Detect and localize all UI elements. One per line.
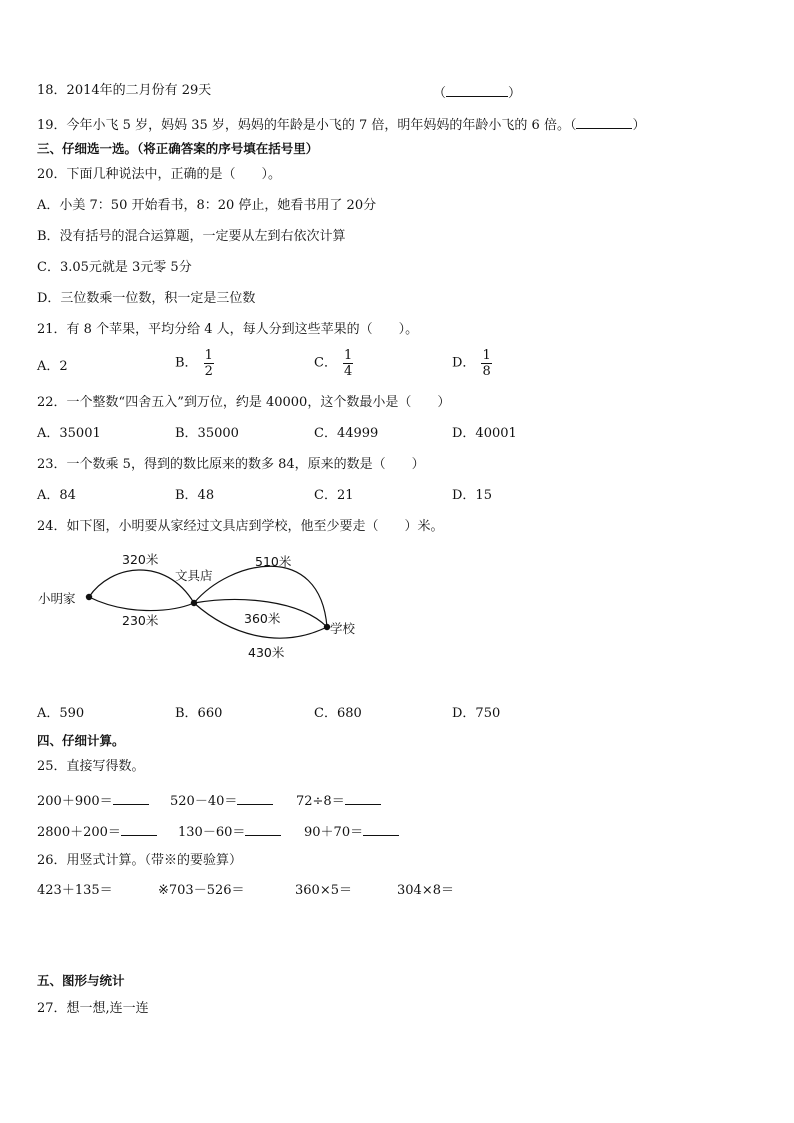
answer-blank[interactable] (576, 114, 632, 129)
home-label: 小明家 (38, 591, 76, 606)
question-20-option-d[interactable]: D．三位数乘一位数，积一定是三位数 (37, 291, 256, 306)
vertical-calc-item: 304×8＝ (397, 883, 454, 898)
question-20-option-c[interactable]: C．3.05元就是 3元零 5分 (37, 260, 192, 275)
question-26-stem: 26．用竖式计算。（带※的要验算） (37, 853, 243, 868)
question-20-option-b[interactable]: B．没有括号的混合运算题，一定要从左到右依次计算 (37, 229, 346, 244)
school-label: 学校 (330, 621, 356, 636)
route-home-store-bottom (89, 597, 194, 611)
distance-label-320: 320米 (122, 552, 159, 567)
vertical-calc-item: 423＋135＝ (37, 883, 113, 898)
question-27-stem: 27．想一想,连一连 (37, 1001, 149, 1016)
question-21-option-b[interactable]: B． $\frac{1}{2}$ (175, 348, 213, 379)
question-20-stem: 20．下面几种说法中，正确的是（ ）。 (37, 167, 282, 182)
answer-blank[interactable] (121, 821, 157, 836)
question-22-stem: 22．一个整数“四舍五入”到万位，约是 40000，这个数最小是（ ） (37, 395, 451, 410)
question-23-option-c[interactable]: C．21 (314, 488, 354, 503)
question-21-option-d[interactable]: D． $\frac{1}{8}$ (452, 348, 491, 379)
question-21-option-c[interactable]: C． $\frac{1}{4}$ (314, 348, 353, 379)
answer-blank[interactable] (113, 790, 149, 805)
distance-label-360: 360米 (244, 611, 281, 626)
question-22-option-a[interactable]: A．35001 (37, 426, 101, 441)
question-24-option-d[interactable]: D．750 (452, 706, 501, 721)
question-19-text: 19．今年小飞 5 岁，妈妈 35 岁，妈妈的年龄是小飞的 7 倍，明年妈妈的年龄小飞的 6 倍。（ (37, 118, 577, 133)
question-21-option-a[interactable]: A．2 (37, 359, 68, 374)
question-22-option-c[interactable]: C．44999 (314, 426, 379, 441)
vertical-calc-item: 360×5＝ (295, 883, 352, 898)
question-18-text: 18．2014年的二月份有 29天 (37, 83, 212, 98)
question-23-stem: 23．一个数乘 5，得到的数比原来的数多 84，原来的数是（ ） (37, 457, 425, 472)
calc-item: 130－60＝ (178, 821, 281, 842)
question-20-option-a[interactable]: A．小美 7：50 开始看书，8：20 停止，她看书用了 20分 (37, 198, 377, 213)
distance-label-430: 430米 (248, 645, 285, 660)
answer-blank[interactable] (446, 82, 508, 97)
answer-blank[interactable] (363, 821, 399, 836)
question-24-option-c[interactable]: C．680 (314, 706, 362, 721)
fraction: $\frac{1}{8}$ (482, 348, 491, 379)
question-21-stem: 21．有 8 个苹果，平均分给 4 人，每人分到这些苹果的（ ）。 (37, 322, 419, 337)
calc-item: 200＋900＝ (37, 790, 149, 811)
distance-label-510: 510米 (255, 554, 292, 569)
question-18 (37, 82, 211, 100)
question-24-option-b[interactable]: B．660 (175, 706, 223, 721)
question-24-option-a[interactable]: A．590 (37, 706, 85, 721)
section-5-heading: 五、图形与统计 (37, 973, 125, 988)
calc-item: 72÷8＝ (296, 790, 381, 811)
store-point (191, 600, 197, 606)
question-22-option-d[interactable]: D．40001 (452, 426, 517, 441)
calc-item: 90＋70＝ (304, 821, 399, 842)
question-19: 19．今年小飞 5 岁，妈妈 35 岁，妈妈的年龄是小飞的 7 倍，明年妈妈的年龄小飞的 6 倍。（ ） (37, 114, 645, 135)
fraction: $\frac{1}{2}$ (204, 348, 213, 379)
fraction: $\frac{1}{4}$ (343, 348, 353, 379)
question-23-option-d[interactable]: D．15 (452, 488, 492, 503)
question-23-option-a[interactable]: A．84 (37, 488, 76, 503)
route-diagram (30, 545, 370, 670)
home-point (86, 594, 92, 600)
question-23-option-b[interactable]: B．48 (175, 488, 215, 503)
question-25-stem: 25．直接写得数。 (37, 759, 145, 774)
section-3-heading: 三、仔细选一选。（将正确答案的序号填在括号里） (37, 141, 319, 156)
question-18-answer: （ ） (433, 82, 521, 103)
calc-item: 2800＋200＝ (37, 821, 157, 842)
vertical-calc-item: ※703－526＝ (158, 883, 245, 898)
calc-item: 520－40＝ (170, 790, 273, 811)
store-label: 文具店 (175, 568, 213, 583)
section-4-heading: 四、仔细计算。 (37, 733, 125, 748)
answer-blank[interactable] (237, 790, 273, 805)
answer-blank[interactable] (245, 821, 281, 836)
question-24-stem: 24．如下图，小明要从家经过文具店到学校，他至少要走（ ）米。 (37, 519, 444, 534)
distance-label-230: 230米 (122, 613, 159, 628)
question-22-option-b[interactable]: B．35000 (175, 426, 239, 441)
answer-blank[interactable] (345, 790, 381, 805)
